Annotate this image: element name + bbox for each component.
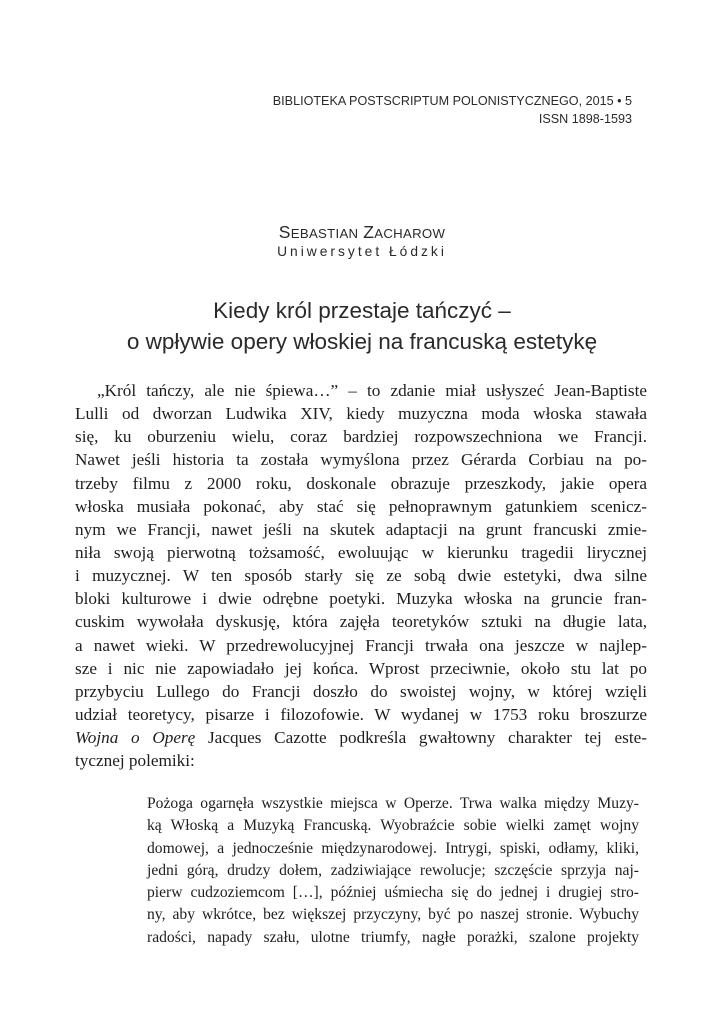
journal-title: BIBLIOTEKA POSTSCRIPTUM POLONISTYCZNEGO, 2015 • 5 [272,94,632,108]
quote-line: pierw cudzoziemcom […], później uśmiecha się do jednej i drugiej stro- [147,884,639,902]
body-line: się, ku oburzeniu wielu, coraz bardziej rozpowszechniona we Francji. [75,427,647,447]
quote-line: Pożoga ogarnęła wszystkie miejsca w Operze. Trwa walka między Muzy- [147,795,639,812]
body-line: włoska musiała pokonać, aby stać się pełnoprawnym gatunkiem scenicz- [75,496,647,516]
body-line: tycznej polemiki: [75,751,195,771]
body-line: i muzycznej. W ten sposób starły się ze sobą dwie estetyki, dwa silne [75,566,647,586]
article-title [0,295,724,357]
body-line: sze i nic nie zapowiadało jej końca. Wprost przeciwnie, około stu lat po [75,658,647,678]
running-header [273,92,632,128]
body-line: Nawet jeśli historia ta została wymyślona przez Gérarda Corbiau na po- [75,450,647,470]
body-line: bloki kulturowe i dwie odrębne poetyki. Muzyka włoska na gruncie fran- [75,589,647,609]
body-line: Lulli od dworzan Ludwika XIV, kiedy muzyczna moda włoska stawała [75,404,647,424]
body-line: trzeby filmu z 2000 roku, doskonale obrazuje przeszkody, jakie opera [75,473,647,493]
body-line: niła swoją pierwotną tożsamość, ewoluując w kierunku tragedii lirycznej [75,542,647,562]
issn: ISSN 1898-1593 [538,112,632,126]
quote-line: jedni górą, drudzy dołem, zadziwiające rewolucje; szczęście sprzyja naj- [147,861,639,879]
author-name: SEBASTIAN ZACHAROW [278,222,446,242]
body-line: „Król tańczy, ale nie śpiewa…” – to zdanie miał usłyszeć Jean-Baptiste [97,381,647,400]
body-line-with-title: Wojna o Operę Jacques Cazotte podkreśla gwałtowny charakter tej este- [75,728,647,748]
body-line: przybyciu Lullego do Francji doszło do swoistej wojny, w której wzięli [75,681,647,701]
body-line: udział teoretycy, pisarze i filozofowie. W wydanej w 1753 roku broszurze [75,704,647,724]
cited-work-title: Wojna o Operę [75,728,196,748]
author-block [0,222,724,243]
quote-line: ką Włoską a Muzyką Francuską. Wyobraźcie sobie wielki zamęt wojny [147,817,639,835]
block-quote [147,793,639,949]
title-line-1: Kiedy król przestaje tańczyć – [213,298,511,323]
body-line: nym we Francji, nawet jeśli na skutek adaptacji na grunt francuski zmie- [75,519,647,539]
quote-line: radości, napady szału, ulotne triumfy, nagłe porażki, szalone projekty [147,928,639,946]
author-affiliation: Uniwersytet Łódzki [277,244,447,259]
body-paragraph [75,379,647,772]
title-line-2: o wpływie opery włoskiej na francuską estetykę [126,329,598,354]
body-line: a nawet wieki. W przedrewolucyjnej Francji trwała ona jeszcze w najlep- [75,635,647,655]
quote-line: ny, aby wkrótce, bez większej przyczyny, być po naszej stronie. Wybuchy [147,906,639,924]
quote-line: domowej, a jednocześnie międzynarodowej. Intrygi, spiski, odłamy, kliki, [147,839,639,857]
body-line: cuskim wywołała dyskusję, która zajęła teoretyków sztuki na długie lata, [75,612,647,632]
